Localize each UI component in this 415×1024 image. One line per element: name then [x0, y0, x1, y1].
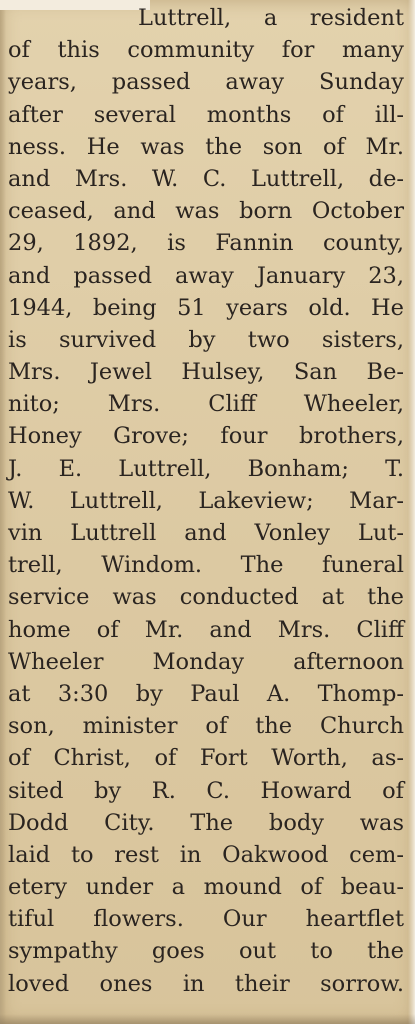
- text-line: and Mrs. W. C. Luttrell, de-: [8, 165, 404, 192]
- text-line: years, passed away Sunday: [8, 69, 404, 96]
- text-line: is survived by two sisters,: [8, 326, 404, 353]
- text-line: sited by R. C. Howard of: [8, 777, 404, 804]
- obituary-text: [8, 2, 404, 1000]
- clipping-left-edge: [0, 0, 6, 1024]
- text-line: Luttrell, a resident: [138, 5, 404, 31]
- text-line: Honey Grove; four brothers,: [8, 423, 404, 450]
- text-line: nito; Mrs. Cliff Wheeler,: [8, 391, 404, 418]
- text-line: W. Luttrell, Lakeview; Mar-: [8, 487, 404, 514]
- text-line: tiful flowers. Our heartflet: [8, 906, 404, 933]
- text-line: at 3:30 by Paul A. Thomp-: [8, 680, 404, 707]
- text-line: etery under a mound of beau-: [8, 874, 404, 901]
- text-line: ceased, and was born October: [8, 198, 404, 225]
- text-line: of this community for many: [8, 37, 404, 64]
- text-line: 1944, being 51 years old. He: [8, 294, 404, 321]
- text-line: service was conducted at the: [8, 584, 404, 611]
- text-line: Dodd City. The body was: [8, 809, 404, 836]
- text-line: Mrs. Jewel Hulsey, San Be-: [8, 359, 404, 386]
- text-line: after several months of ill-: [8, 101, 404, 128]
- text-line: of Christ, of Fort Worth, as-: [8, 745, 404, 772]
- text-line: vin Luttrell and Vonley Lut-: [8, 520, 404, 546]
- text-line: Wheeler Monday afternoon: [8, 648, 404, 675]
- clipping-bottom-edge: [0, 1014, 415, 1024]
- text-line: sympathy goes out to the: [8, 938, 404, 965]
- text-line: ness. He was the son of Mr.: [8, 133, 404, 160]
- text-line: loved ones in their sorrow.: [8, 970, 404, 997]
- text-line: home of Mr. and Mrs. Cliff: [8, 616, 404, 643]
- clipping-right-edge: [408, 0, 415, 1024]
- text-line: 29, 1892, is Fannin county,: [8, 230, 404, 257]
- text-line: son, minister of the Church: [8, 713, 404, 740]
- text-line: and passed away January 23,: [8, 262, 404, 289]
- text-line: J. E. Luttrell, Bonham; T.: [8, 455, 404, 482]
- text-line: trell, Windom. The funeral: [8, 552, 404, 579]
- text-line: laid to rest in Oakwood cem-: [8, 841, 404, 868]
